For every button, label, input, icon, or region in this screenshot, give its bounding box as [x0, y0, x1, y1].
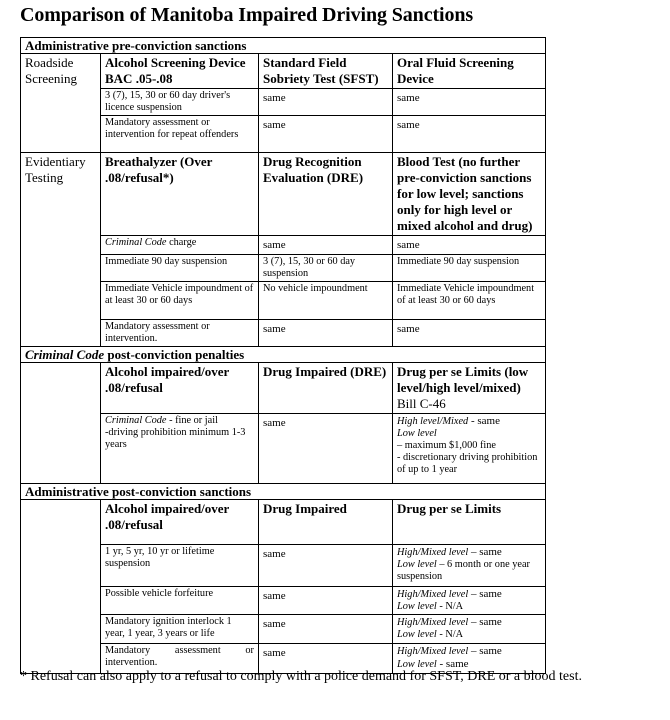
- column-header: Alcohol impaired/over .08/refusal: [101, 500, 259, 545]
- section-pre-conviction: Administrative pre-conviction sanctions: [21, 38, 546, 54]
- level-label: Low level: [397, 629, 437, 640]
- level-value: - N/A: [436, 601, 464, 612]
- table-cell: [101, 414, 259, 484]
- cell-text: – maximum $1,000 fine: [397, 440, 496, 451]
- table-cell: same: [393, 236, 546, 255]
- criminal-code-ref: Criminal Code: [105, 237, 167, 248]
- table-cell: same: [259, 320, 393, 347]
- table-cell: same: [393, 320, 546, 347]
- table-cell: [393, 615, 546, 644]
- table-cell: Immediate Vehicle impoundment of at least 30 or 60 days: [393, 282, 546, 320]
- cell-text: - discretionary driving prohibition of up to 1 year: [397, 452, 538, 475]
- level-label: Low level: [397, 559, 437, 570]
- level-label: High/Mixed level: [397, 547, 469, 558]
- table-cell: same: [259, 414, 393, 484]
- column-header: Standard Field Sobriety Test (SFST): [259, 54, 393, 89]
- level-value: – same: [468, 588, 502, 600]
- level-label: Low level: [397, 659, 437, 670]
- level-label: Low level: [397, 601, 437, 612]
- table-cell: Immediate 90 day suspension: [393, 255, 546, 282]
- level-value: – same: [468, 546, 502, 558]
- level-value: – same: [468, 645, 502, 657]
- criminal-code-ref: Criminal Code: [105, 415, 167, 426]
- section-criminal-code-italic: Criminal Code: [25, 347, 105, 362]
- table-cell: same: [259, 89, 393, 116]
- roadside-label: Roadside Screening: [21, 54, 101, 153]
- table-cell: same: [259, 615, 393, 644]
- table-cell: same: [259, 545, 393, 587]
- table-cell: Immediate Vehicle impoundment of at least 30 or 60 days: [101, 282, 259, 320]
- column-header: Alcohol Screening Device BAC .05-.08: [101, 54, 259, 89]
- footnote: * Refusal can also apply to a refusal to comply with a police demand for SFST, DRE or a blood test.: [20, 669, 582, 684]
- section-header-row: [21, 484, 546, 500]
- table-cell: Mandatory ignition interlock 1 year, 1 year, 3 years or life: [101, 615, 259, 644]
- section-criminal-code-rest: post-conviction penalties: [104, 347, 245, 362]
- table-cell: Mandatory assessment or intervention.: [101, 320, 259, 347]
- column-header-text: Drug per se Limits (low level/high level/mixed): [397, 364, 529, 395]
- cell-text: charge: [166, 237, 197, 248]
- table-row: [21, 54, 546, 89]
- cell-text: -driving prohibition minimum 1-3 years: [105, 427, 246, 450]
- level-label: High/Mixed level: [397, 617, 469, 628]
- table-cell: 3 (7), 15, 30 or 60 day driver's licence suspension: [101, 89, 259, 116]
- section-header-row: [21, 38, 546, 54]
- table-cell: Immediate 90 day suspension: [101, 255, 259, 282]
- evidentiary-label: Evidentiary Testing: [21, 153, 101, 347]
- column-header: Alcohol impaired/over .08/refusal: [101, 363, 259, 414]
- sanctions-table: [20, 37, 546, 674]
- column-header: Oral Fluid Screening Device: [393, 54, 546, 89]
- level-value: – same: [468, 616, 502, 628]
- table-cell: same: [259, 116, 393, 153]
- table-cell: same: [259, 236, 393, 255]
- level-value: - same: [436, 658, 469, 670]
- table-cell: same: [393, 89, 546, 116]
- table-cell: same: [259, 644, 393, 674]
- level-value: - same: [468, 415, 500, 427]
- section-header-row: [21, 347, 546, 363]
- column-header: Drug Impaired: [259, 500, 393, 545]
- bill-reference: Bill C-46: [397, 396, 446, 411]
- table-cell: [393, 414, 546, 484]
- column-header: Drug per se Limits: [393, 500, 546, 545]
- column-header: [393, 363, 546, 414]
- table-cell: [21, 363, 101, 484]
- page-title: Comparison of Manitoba Impaired Driving Sanctions: [20, 4, 474, 26]
- table-cell: same: [393, 116, 546, 153]
- level-label: Low level: [397, 428, 437, 439]
- table-cell: No vehicle impoundment: [259, 282, 393, 320]
- level-value: - N/A: [436, 629, 464, 640]
- table-cell: Possible vehicle forfeiture: [101, 587, 259, 615]
- column-header: Drug Impaired (DRE): [259, 363, 393, 414]
- table-cell: 3 (7), 15, 30 or 60 day suspension: [259, 255, 393, 282]
- level-label: High level/Mixed: [397, 416, 469, 427]
- table-cell: Mandatory assessment or intervention.: [101, 644, 259, 674]
- section-criminal-code: [21, 347, 546, 363]
- table-cell: [393, 545, 546, 587]
- table-row: [21, 500, 546, 545]
- table-cell: 1 yr, 5 yr, 10 yr or lifetime suspension: [101, 545, 259, 587]
- column-header: Drug Recognition Evaluation (DRE): [259, 153, 393, 236]
- table-cell: Mandatory assessment or intervention for repeat offenders: [101, 116, 259, 153]
- table-cell: [393, 587, 546, 615]
- table-row: [21, 153, 546, 236]
- level-value: – 6 month or one year suspension: [397, 559, 530, 582]
- section-post-conviction: Administrative post-conviction sanctions: [21, 484, 546, 500]
- table-cell: same: [259, 587, 393, 615]
- column-header: Blood Test (no further pre-conviction sanctions for low level; sanctions only for high level or mixed alcohol and drug): [393, 153, 546, 236]
- table-cell: [21, 500, 101, 674]
- column-header: Breathalyzer (Over .08/refusal*): [101, 153, 259, 236]
- table-cell: [101, 236, 259, 255]
- table-row: [21, 363, 546, 414]
- cell-text: - fine or jail: [166, 415, 218, 426]
- level-label: High/Mixed level: [397, 589, 469, 600]
- level-label: High/Mixed level: [397, 646, 469, 657]
